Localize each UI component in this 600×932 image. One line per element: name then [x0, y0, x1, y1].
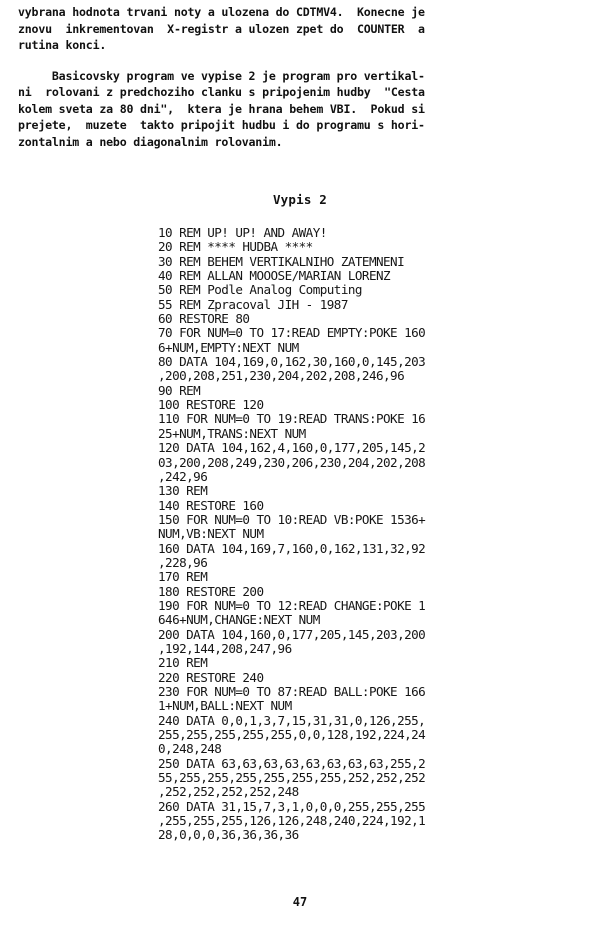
code-line: ,228,96 — [158, 554, 208, 570]
code-line: 260 DATA 31,15,7,3,1,0,0,0,255,255,255 — [158, 798, 426, 814]
code-line: ,242,96 — [158, 468, 208, 484]
code-line: 90 REM — [158, 382, 201, 398]
code-line: 240 DATA 0,0,1,3,7,15,31,31,0,126,255, — [158, 712, 426, 728]
code-line: 55 REM Zpracoval JIH - 1987 — [158, 296, 348, 312]
code-line: 10 REM UP! UP! AND AWAY! — [158, 225, 327, 240]
code-line: 180 RESTORE 200 — [158, 583, 264, 599]
article-text — [18, 4, 584, 150]
code-line: 220 RESTORE 240 — [158, 669, 264, 685]
code-line: ,192,144,208,247,96 — [158, 640, 292, 656]
code-line: 28,0,0,0,36,36,36,36 — [158, 827, 299, 843]
text-line: znovu inkrementovan X-registr a ulozen zpet do COUNTER a — [18, 21, 425, 36]
code-line: ,252,252,252,252,248 — [158, 784, 299, 800]
code-line: 130 REM — [158, 483, 208, 499]
code-line: 190 FOR NUM=0 TO 12:READ CHANGE:POKE 1 — [158, 597, 426, 613]
code-line: 1+NUM,BALL:NEXT NUM — [158, 698, 292, 714]
paragraph-listing-intro — [18, 68, 584, 151]
code-line: NUM,VB:NEXT NUM — [158, 526, 264, 542]
text-line: prejete, muzete takto pripojit hudbu i do programu s hori- — [18, 118, 425, 132]
code-line: 250 DATA 63,63,63,63,63,63,63,63,255,2 — [158, 755, 426, 771]
text-line: kolem sveta za 80 dni", ktera je hrana behem VBI. Pokud si — [18, 101, 425, 116]
text-line: rutina konci. — [18, 38, 107, 52]
text-line: zontalnim a nebo diagonalnim rolovanim. — [18, 134, 283, 149]
code-line: 55,255,255,255,255,255,255,252,252,252 — [158, 770, 426, 786]
text-line: ni rolovani z predchoziho clanku s pripojenim hudby "Cesta — [18, 85, 425, 99]
code-line: 80 DATA 104,169,0,162,30,160,0,145,203 — [158, 354, 426, 370]
code-line: 0,248,248 — [158, 741, 222, 757]
code-line: 70 FOR NUM=0 TO 17:READ EMPTY:POKE 160 — [158, 325, 426, 341]
code-line: 60 RESTORE 80 — [158, 311, 250, 327]
code-line: 170 REM — [158, 569, 208, 585]
code-line: 140 RESTORE 160 — [158, 497, 264, 513]
code-line: 30 REM BEHEM VERTIKALNIHO ZATEMNENI — [158, 253, 405, 269]
code-line: 100 RESTORE 120 — [158, 397, 264, 413]
page-number: 47 — [292, 895, 308, 909]
code-line: 6+NUM,EMPTY:NEXT NUM — [158, 339, 299, 355]
text-line: Basicovsky program ve vypise 2 je program pro vertikal- — [18, 68, 425, 83]
code-line: 110 FOR NUM=0 TO 19:READ TRANS:POKE 16 — [158, 411, 426, 427]
code-line: 160 DATA 104,169,7,160,0,162,131,32,92 — [158, 540, 426, 556]
code-line: 230 FOR NUM=0 TO 87:READ BALL:POKE 166 — [158, 684, 426, 699]
code-line: 03,200,208,249,230,206,230,204,202,208 — [158, 454, 426, 470]
code-line: 255,255,255,255,255,0,0,128,192,224,24 — [158, 727, 426, 743]
code-line: 210 REM — [158, 655, 208, 671]
basic-program-listing — [158, 226, 558, 843]
listing-title: Vypis 2 — [272, 192, 328, 207]
code-line: 40 REM ALLAN MOOOSE/MARIAN LORENZ — [158, 268, 391, 284]
text-line: vybrana hodnota trvani noty a ulozena do CDTMV4. Konecne je — [18, 5, 425, 19]
code-line: 150 FOR NUM=0 TO 10:READ VB:POKE 1536+ — [158, 511, 426, 527]
code-line: 25+NUM,TRANS:NEXT NUM — [158, 425, 306, 441]
code-line: 50 REM Podle Analog Computing — [158, 282, 362, 298]
code-line: ,255,255,255,126,126,248,240,224,192,1 — [158, 813, 426, 829]
code-line: 200 DATA 104,160,0,177,205,145,203,200 — [158, 626, 426, 642]
code-line: 646+NUM,CHANGE:NEXT NUM — [158, 612, 320, 628]
code-line: ,200,208,251,230,204,202,208,246,96 — [158, 368, 405, 384]
paragraph-continuation — [18, 4, 584, 54]
code-line: 20 REM **** HUDBA **** — [158, 239, 313, 255]
code-line: 120 DATA 104,162,4,160,0,177,205,145,2 — [158, 440, 426, 456]
